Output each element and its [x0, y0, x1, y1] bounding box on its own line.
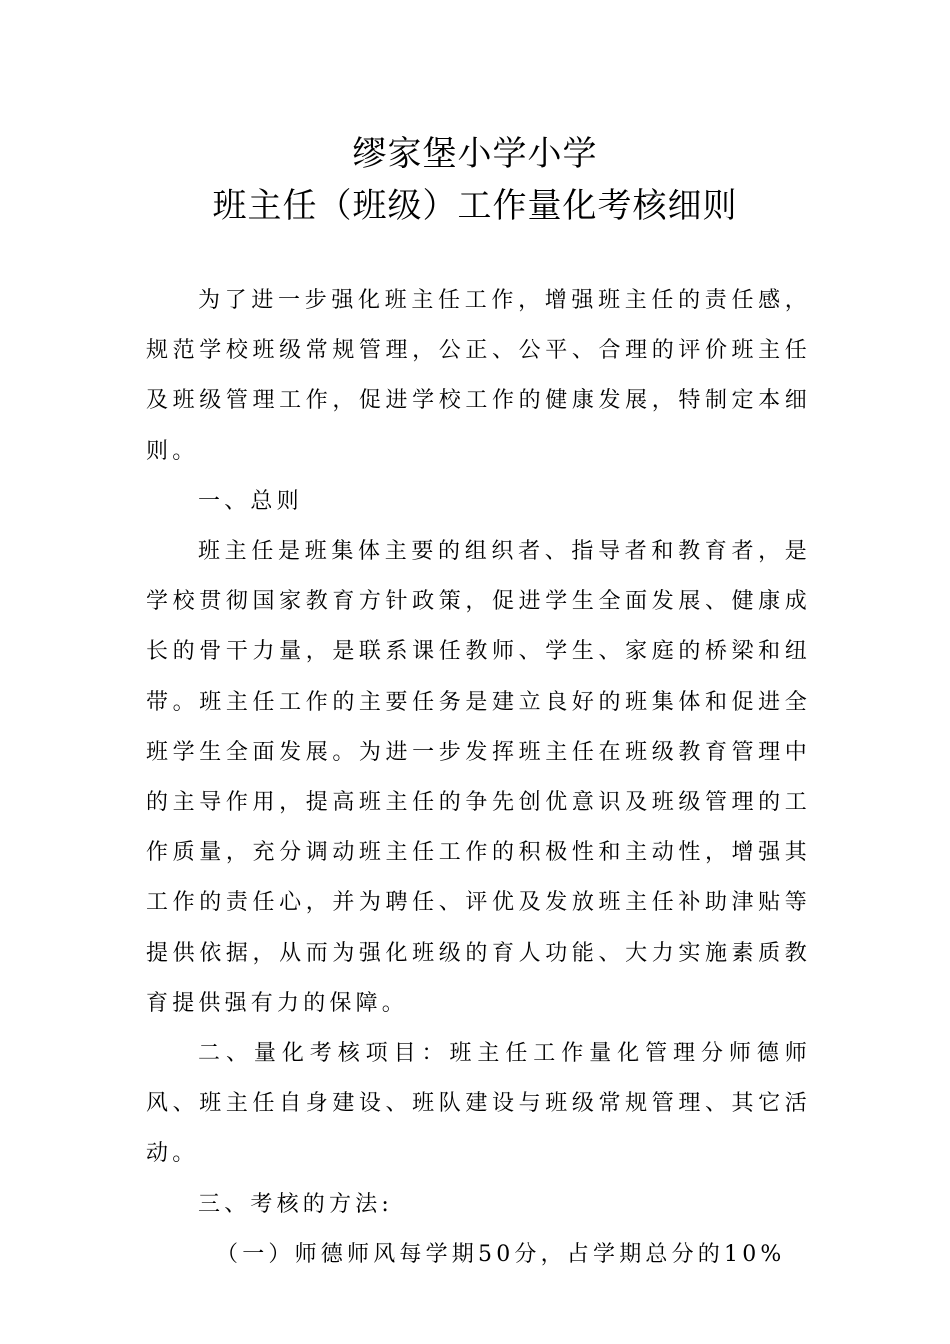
paragraph-assessment-items: 二、量化考核项目：班主任工作量化管理分师德师风、班主任自身建设、班队建设与班级常规管理、其它活动。: [146, 1041, 811, 1167]
title-line-subject: 班主任（班级）工作量化考核细则: [212, 186, 738, 226]
document-body: [146, 276, 811, 1280]
title-line-school: 缪家堡小学小学: [352, 134, 598, 174]
paragraph-intro: 为了进一步强化班主任工作，增强班主任的责任感，规范学校班级常规管理，公正、公平、合理的评价班主任及班级管理工作，促进学校工作的健康发展，特制定本细则。: [146, 288, 811, 464]
paragraph-ethics-score: （一）师德师风每学期50分，占学期总分的10%: [216, 1241, 786, 1267]
section-heading-methods: 三、考核的方法:: [198, 1191, 394, 1217]
paragraph-general: 班主任是班集体主要的组织者、指导者和教育者，是学校贯彻国家教育方针政策，促进学生全面发展、健康成长的骨干力量，是联系课任教师、学生、家庭的桥梁和纽带。班主任工作的主要任务是建立良好的班集体和促进全班学生全面发展。为进一步发挥班主任在班级教育管理中的主导作用，提高班主任的争先创优意识及班级管理的工作质量，充分调动班主任工作的积极性和主动性，增强其工作的责任心，并为聘任、评优及发放班主任补助津贴等提供依据，从而为强化班级的育人功能、大力实施素质教育提供强有力的保障。: [146, 539, 811, 1016]
document-title: [0, 128, 950, 232]
section-heading-general: 一、总则: [198, 488, 303, 514]
